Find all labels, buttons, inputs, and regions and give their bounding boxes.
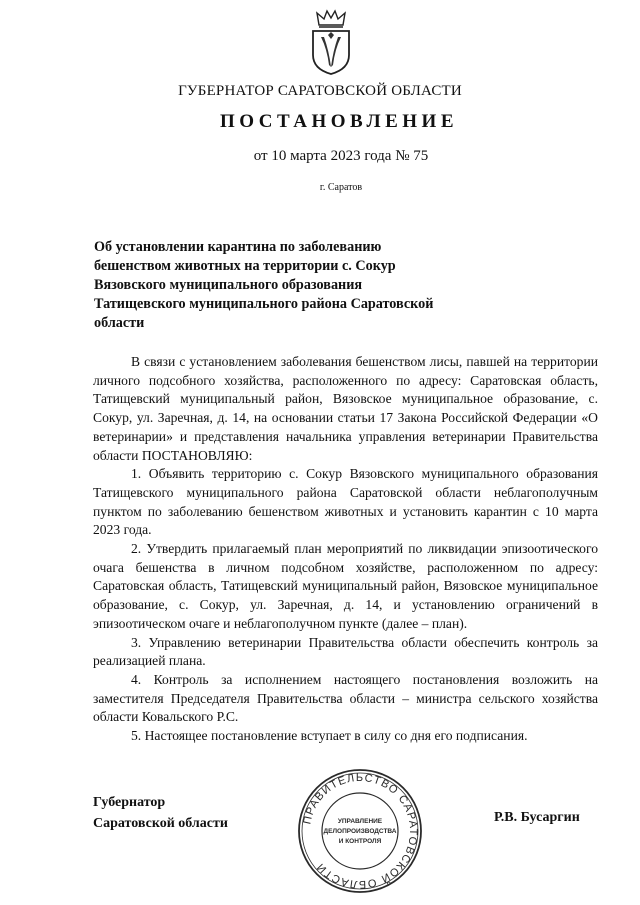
clause-2: 2. Утвердить прилагаемый план мероприятий по ликвидации эпизоотического очага бешенства в личном подсобном хозяйстве, расположенном по адресу: Саратовская область, Татищевский муниципальный район, Вязовское муниципальное образование, с. Сокур, ул. Заречная, д. 14, и установлению ограничений в эпизоотическом очаге и неблагополучном пункте (далее – план). — [93, 541, 598, 631]
subject-line: бешенством животных на территории с. Сокур — [94, 258, 396, 274]
stamp-inner-line: ДЕЛОПРОИЗВОДСТВА — [323, 828, 397, 835]
document-date-number: от 10 марта 2023 года № 75 — [253, 148, 429, 164]
governor-title: ГУБЕРНАТОР САРАТОВСКОЙ ОБЛАСТИ — [178, 83, 462, 99]
coat-of-arms-emblem — [305, 5, 357, 77]
stamp-inner-line: И КОНТРОЛЯ — [338, 838, 382, 845]
subject-line: Об установлении карантина по заболеванию — [94, 239, 382, 255]
document-subject — [94, 238, 440, 333]
document-body — [93, 353, 598, 746]
stamp-inner-line: УПРАВЛЕНИЕ — [337, 818, 383, 825]
signatory-name: Р.В. Бусаргин — [494, 810, 580, 825]
subject-line: Вязовского муниципального образования — [94, 277, 363, 293]
official-stamp — [296, 767, 424, 895]
clause-3: 3. Управлению ветеринарии Правительства области обеспечить контроль за реализацией плана. — [93, 634, 598, 669]
document-type: ПОСТАНОВЛЕНИЕ — [219, 111, 459, 132]
clause-5: 5. Настоящее постановление вступает в силу со дня его подписания. — [131, 728, 528, 744]
subject-line: Татищевского муниципального района Саратовской — [94, 296, 434, 312]
preamble-paragraph: В связи с установлением заболевания бешенством лисы, павшей на территории личного подсобного хозяйства, расположенного по адресу: Саратовская область, Татищевский муниципальный район, Вязовское муниципальное образование, с. Сокур, ул. Заречная, д. 14, на основании статьи 17 Закона Российской Федерации «О ветеринарии» и представления начальника управления ветеринарии Правительства области ПОСТАНОВЛЯЮ: — [93, 354, 598, 463]
position-line: Губернатор — [93, 795, 166, 810]
position-line: Саратовской области — [93, 816, 228, 831]
signatory-position — [93, 792, 228, 834]
subject-line: области — [94, 315, 145, 331]
document-place: г. Саратов — [319, 182, 363, 193]
clause-1: 1. Объявить территорию с. Сокур Вязовского муниципального образования Татищевского муниципального района Саратовской области неблагополучным пунктом по заболеванию бешенством животных и установить карантин с 10 марта 2023 года. — [93, 466, 598, 538]
stamp-outer-text: ПРАВИТЕЛЬСТВО САРАТОВСКОЙ ОБЛАСТИ — [301, 771, 420, 891]
clause-4: 4. Контроль за исполнением настоящего постановления возложить на заместителя Председателя Правительства области – министра сельского хозяйства области Ковальского Р.С. — [93, 671, 598, 725]
